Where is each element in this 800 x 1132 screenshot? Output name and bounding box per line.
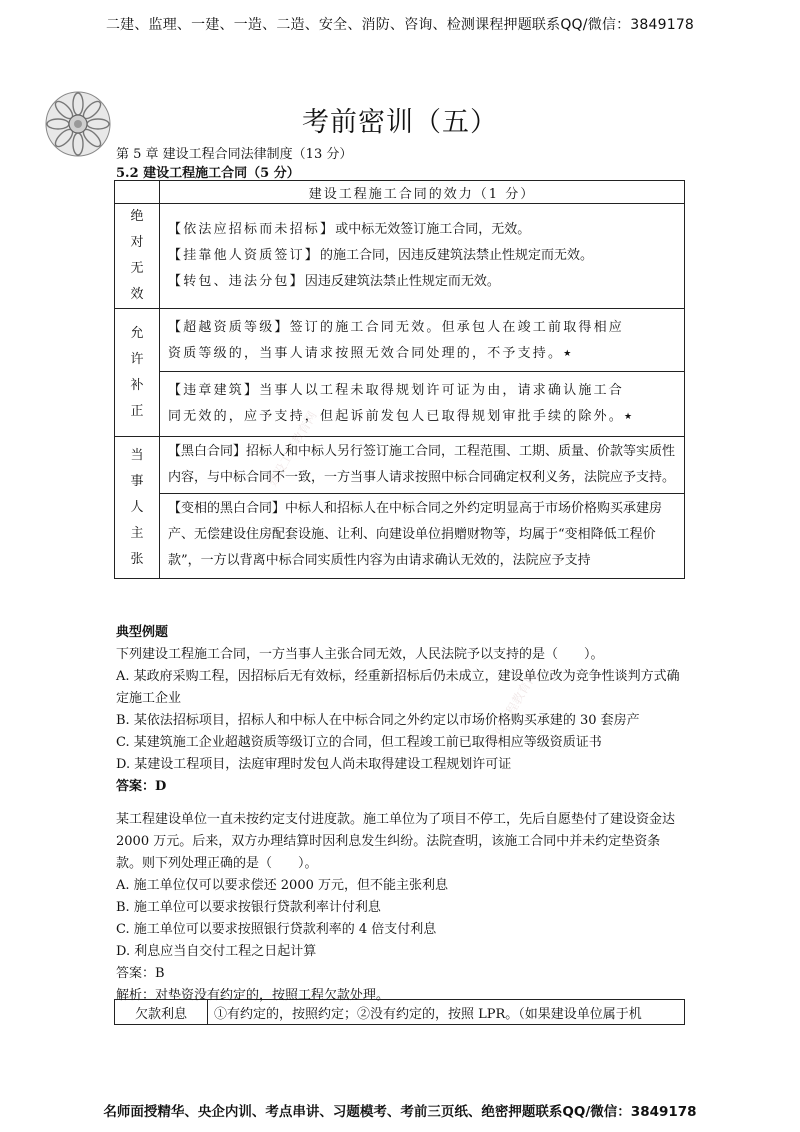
- option-d: D. 某建设工程项目，法庭审理时发包人尚未取得建设工程规划许可证: [116, 757, 512, 772]
- owed-interest-label: 欠款利息: [115, 1000, 208, 1025]
- row-label-absolute-invalid: [115, 204, 160, 309]
- star-mark: ★: [624, 412, 635, 422]
- page-title: 考前密训（五）: [302, 107, 498, 138]
- line-text: 同无效的，应予支持，但起诉前发包人已取得规划审批手续的除外。: [168, 409, 625, 424]
- star-mark: ★: [563, 349, 574, 359]
- line-text: 或中标无效签订施工合同，无效。: [335, 222, 531, 237]
- label-char: 正: [130, 403, 144, 419]
- label-char: 主: [130, 525, 144, 541]
- contract-validity-table: [114, 180, 685, 579]
- example-1: [116, 622, 686, 798]
- row-label-allow-correction: [115, 309, 160, 437]
- option-c: C. 某建筑施工企业超越资质等级订立的合同，但工程竣工前已取得相应等级资质证书: [116, 735, 602, 750]
- label-char: 无: [130, 261, 144, 276]
- option-d: D. 利息应当自交付工程之日起计算: [116, 944, 317, 959]
- owed-interest-text: ①有约定的，按照约定；②没有约定的，按照 LPR。（如果建设单位属于机: [208, 1000, 685, 1025]
- answer-text: 答案：B: [116, 966, 165, 981]
- line-text: 资质等级的，当事人请求按照无效合同处理的，不予支持。: [168, 346, 564, 361]
- table-line: [160, 243, 684, 269]
- table-line: 【超越资质等级】签订的施工合同无效。但承包人在竣工前取得相应: [168, 320, 625, 335]
- table-line: [160, 341, 684, 367]
- option-b: B. 施工单位可以要求按银行贷款利率计付利息: [116, 900, 381, 915]
- page-header: 二建、监理、一建、一造、二造、安全、消防、咨询、检测课程押题联系QQ/微信：3849178: [105, 17, 695, 33]
- example-heading: 典型例题: [116, 625, 169, 640]
- option-a: A. 某政府采购工程，因招标后无有效标，经重新招标后仍未成立，建设单位改为竞争性谈判方式确定施工企业: [116, 669, 680, 706]
- label-char: 人: [130, 499, 144, 515]
- label-char: 对: [130, 235, 144, 250]
- party-claim-cell-2: [160, 494, 685, 579]
- table-paragraph: 【黑白合同】招标人和中标人另行签订施工合同，工程范围、工期、质量、价款等实质性内容，与中标合同不一致，一方当事人请求按照中标合同确定权利义务，法院应予支持。: [168, 444, 676, 485]
- analysis-text: 解析：对垫资没有约定的，按照工程欠款处理。: [116, 988, 390, 1003]
- party-claim-cell-1: [160, 437, 685, 494]
- line-text: 因违反建筑法禁止性规定而无效。: [304, 274, 500, 289]
- owed-interest-table: [114, 999, 685, 1025]
- table-line: [160, 217, 684, 243]
- table-line: [160, 404, 684, 430]
- section-heading: 5.2 建设工程施工合同（5 分）: [116, 166, 300, 181]
- label-char: 许: [130, 351, 144, 367]
- example-2: [116, 809, 686, 1007]
- label-char: 当: [130, 447, 144, 463]
- absolute-invalid-cell: [160, 204, 685, 309]
- row-label-party-claim: [115, 437, 160, 579]
- answer-text: 答案：D: [116, 779, 167, 794]
- page-footer: 名师面授精华、央企内训、考点串讲、习题模考、考前三页纸、绝密押题联系QQ/微信：3849178: [103, 1104, 697, 1120]
- line-tag: 【挂靠他人资质签订】: [168, 248, 321, 263]
- label-char: 张: [130, 551, 144, 567]
- chapter-heading: 第 5 章 建设工程合同法律制度（13 分）: [116, 147, 353, 162]
- question-text: 下列建设工程施工合同，一方当事人主张合同无效，人民法院予以支持的是（ ）。: [116, 647, 604, 662]
- table-corner: [115, 181, 160, 204]
- label-char: 补: [130, 377, 144, 393]
- table-line: [160, 269, 684, 295]
- table-header: 建设工程施工合同的效力（1 分）: [160, 181, 685, 204]
- table-paragraph: 【变相的黑白合同】中标人和招标人在中标合同之外约定明显高于市场价格购买承建房产、无偿建设住房配套设施、让利、向建设单位捐赠财物等，均属于“变相降低工程价款”，一方以背离中标合同实质性内容为由请求确认无效的，法院应予支持: [168, 501, 663, 568]
- line-tag: 【转包、违法分包】: [168, 274, 305, 289]
- label-char: 效: [130, 287, 144, 302]
- line-tag: 【依法应招标而未招标】: [168, 222, 336, 237]
- option-c: C. 施工单位可以要求按照银行贷款利率的 4 倍支付利息: [116, 922, 437, 937]
- option-a: A. 施工单位仅可以要求偿还 2000 万元，但不能主张利息: [116, 878, 449, 893]
- label-char: 允: [130, 325, 144, 341]
- option-b: B. 某依法招标项目，招标人和中标人在中标合同之外约定以市场价格购买承建的 30 套房产: [116, 713, 640, 728]
- label-char: 绝: [130, 209, 144, 224]
- question-text: 某工程建设单位一直未按约定支付进度款。施工单位为了项目不停工，先后自愿垫付了建设资金达 2000 万元。后来，双方办理结算时因利息发生纠纷。法院查明，该施工合同中并未约定垫资条款。则下列处理正确的是（ ）。: [116, 812, 676, 871]
- label-char: 事: [130, 473, 144, 489]
- allow-correction-cell-2: [160, 372, 685, 437]
- watermark: 建设工程教育网: [485, 668, 540, 749]
- allow-correction-cell-1: [160, 309, 685, 372]
- line-text: 的施工合同，因违反建筑法禁止性规定而无效。: [320, 248, 594, 263]
- table-line: 【违章建筑】当事人以工程未取得规划许可证为由，请求确认施工合: [168, 383, 625, 398]
- watermark: 建设工程教育网: [265, 408, 320, 489]
